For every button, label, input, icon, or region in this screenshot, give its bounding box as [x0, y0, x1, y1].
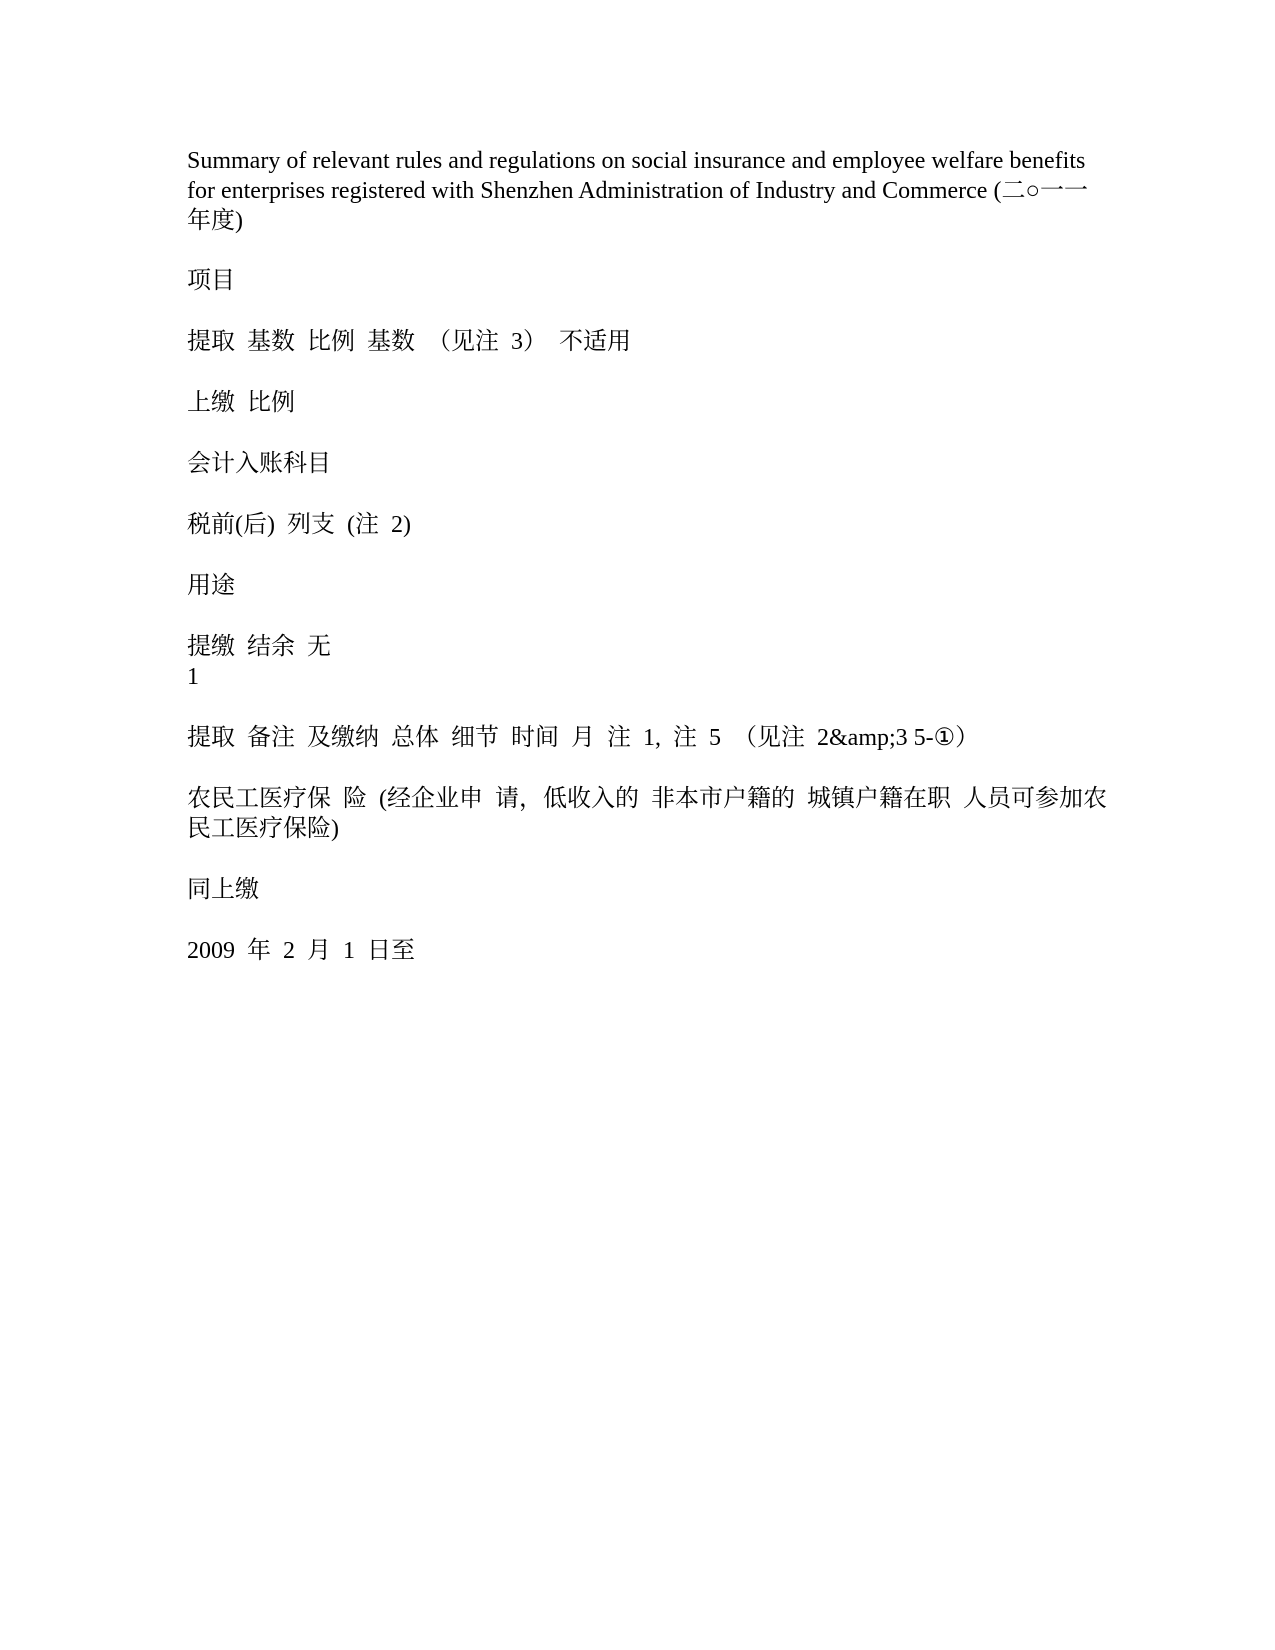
document-title: Summary of relevant rules and regulations on social insurance and employee welfare benefits for enterprises registered with Shenzhen Administration of Industry and Commerce (二○一一年度): [187, 148, 1092, 234]
text-line-item: 项目: [187, 268, 235, 294]
text-line-tax-treatment: 税前(后) 列支 (注 2): [187, 512, 411, 538]
text-line-remarks: 提取 备注 及缴纳 总体 细节 时间 月 注 1, 注 5 （见注 2&amp;3 5-①）: [187, 725, 980, 751]
document-page: [187, 146, 1119, 997]
text-line-extraction-base: 提取 基数 比例 基数 （见注 3） 不适用: [187, 329, 631, 355]
text-line-accounting-subject: 会计入账科目: [187, 451, 331, 477]
text-line-migrant-medical-insurance: 农民工医疗保 险 (经企业申 请，低收入的 非本市户籍的 城镇户籍在职 人员可参加农 民工医疗保险): [187, 786, 1119, 842]
text-line-balance: 提缴 结余 无: [187, 634, 331, 660]
text-line-number: 1: [187, 664, 199, 690]
text-line-same-as-above: 同上缴: [187, 877, 259, 903]
text-line-date: 2009 年 2 月 1 日至: [187, 938, 415, 964]
text-line-usage: 用途: [187, 573, 235, 599]
text-line-payment-ratio: 上缴 比例: [187, 390, 295, 416]
